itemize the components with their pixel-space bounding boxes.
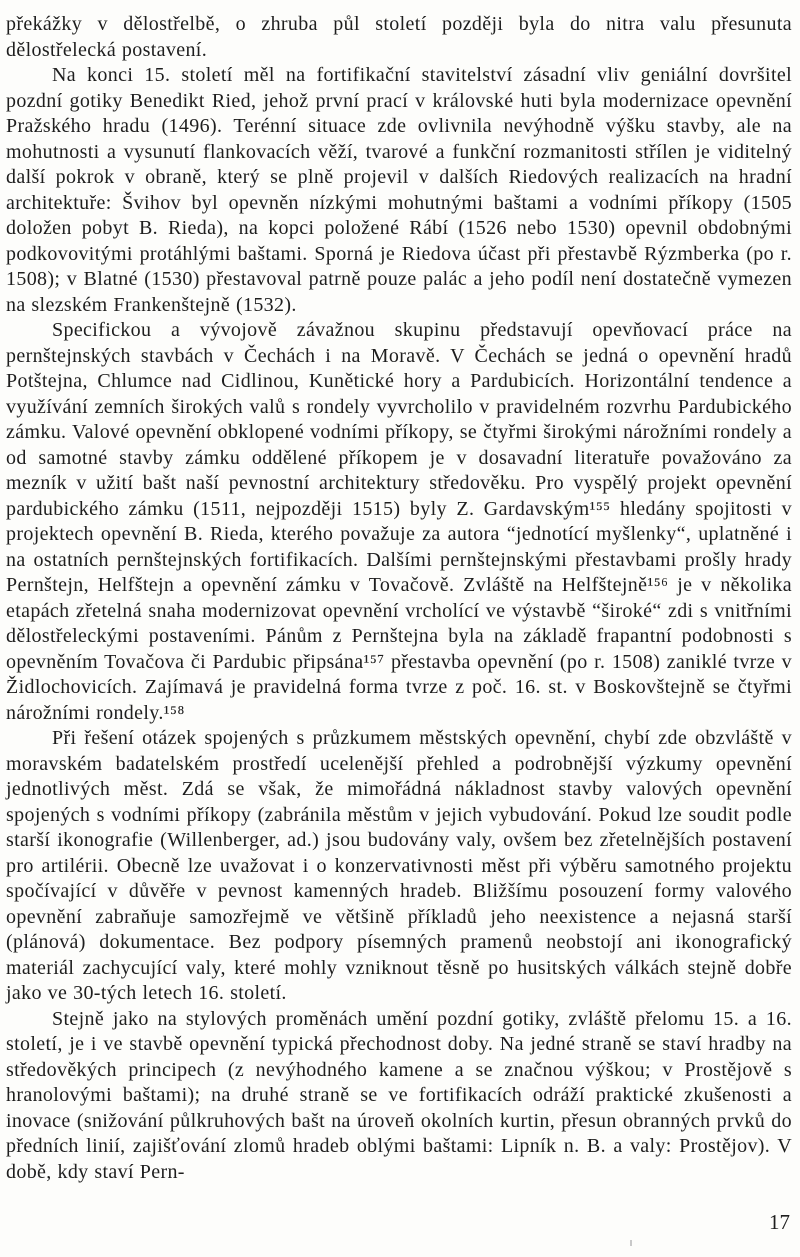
paragraph-2: Na konci 15. století měl na fortifikační stavitelství zásadní vliv geniální dovršitel pozdní gotiky Benedikt Ried, jehož první prací v královské huti byla modernizace opevnění Pražského hradu (1496). Terénní situace zde ovlivnila nevýhodně výšku stavby, ale na mohutnosti a vysunutí flankovacích věží, tvarové a funkční rozmanitosti střílen je viditelný další pokrok v obraně, který se plně projevil v dalších Riedových realizacích na hradní architektuře: Švihov byl opevněn nízkými mohutnými baštami a vodními příkopy (1505 doložen pobyt B. Rieda), na kopci položené Rábí (1526 nebo 1530) opevnil obdobnými podkovovitými protáhlými baštami. Sporná je Riedova účast při přestavbě Rýzmberka (po r. 1508); v Blatné (1530) přestavoval patrně pouze palác a jeho podíl není dostatečně vymezen na slezském Frankenštejně (1532). xyxy=(6,64,792,316)
body-text xyxy=(6,12,792,1185)
page-number: 17 xyxy=(769,1210,790,1234)
paragraph-5: Stejně jako na stylových proměnách umění pozdní gotiky, zvláště přelomu 15. a 16. století, je i ve stavbě opevnění typická přechodnost doby. Na jedné straně se staví hradby na středověkých principech (z nevýhodného kamene a se značnou výškou; v Prostějově s hranolovými baštami); na druhé straně se ve fortifikacích odráží praktické zkušenosti a inovace (snižování půlkruhových bašt na úroveň okolních kurtin, přesun obranných prvků do předních linií, zajišťování zlomů hradeb oblými baštami: Lipník n. B. a valy: Prostějov). V době, kdy staví Pern- xyxy=(6,1007,792,1183)
paragraph-3: Specifickou a vývojově závažnou skupinu představují opevňovací práce na pernštejnských stavbách v Čechách i na Moravě. V Čechách se jedná o opevnění hradů Potštejna, Chlumce nad Cidlinou, Kunětické hory a Pardubicích. Horizontální tendence a využívání zemních širokých valů s rondely vyvrcholilo v pravidelném rozvrhu Pardubického zámku. Valové opevnění obklopené vodními příkopy, se čtyřmi širokými nárožními rondely a od samotné stavby zámku oddělené příkopem je v dosavadní literatuře považováno za mezník v užití bašt naší pevnostní architektury středověku. Pro vyspělý projekt opevnění pardubického zámku (1511, nejpozději 1515) byly Z. Gardavským¹⁵⁵ hledány spojitosti v projektech opevnění B. Rieda, kterého považuje za autora “jednotící myšlenky“, uplatněné i na ostatních pernštejnských fortifikacích. Dalšími pernštejnskými přestavbami prošly hrady Pernštejn, Helfštejn a opevnění zámku v Tovačově. Zvláště na Helfštejně¹⁵⁶ je v několika etapách zřetelná snaha modernizovat opevnění vrcholící ve výstavbě “široké“ zdi s vnitřními dělostřeleckými postaveními. Pánům z Pernštejna byla na základě frapantní podobnosti s opevněním Tovačova či Pardubic připsána¹⁵⁷ přestavba opevnění (po r. 1508) zaniklé tvrze v Židlochovicích. Zajímavá je pravidelná forma tvrze z poč. 16. st. v Boskovštejně se čtyřmi nárožními rondely.¹⁵⁸ xyxy=(6,319,792,724)
scan-mark xyxy=(630,1240,632,1246)
paragraph-1: překážky v dělostřelbě, o zhruba půl století později byla do nitra valu přesunuta dělostřelecká postavení. xyxy=(6,13,792,61)
paragraph-4: Při řešení otázek spojených s průzkumem městských opevnění, chybí zde obzvláště v moravském badatelském prostředí ucelenější přehled a podrobnější výzkumy opevnění jednotlivých měst. Zdá se však, že mimořádná nákladnost stavby valových opevnění spojených s vodními příkopy (zabránila městům v jejich vybudování. Pokud lze soudit podle starší ikonografie (Willenberger, ad.) jsou budovány valy, ovšem bez zřetelnějších postavení pro artilérii. Obecně lze uvažovat i o konzervativnosti měst při výběru samotného projektu spočívající v důvěře v pevnost kamenných hradeb. Bližšímu posouzení formy valového opevnění zabraňuje samozřejmě ve většině příkladů jeho neexistence a nejasná starší (plánová) dokumentace. Bez podpory písemných pramenů neobstojí ani ikonografický materiál zachycující valy, které mohly vzniknout těsně po husitských válkách stejně dobře jako ve 30-tých letech 16. století. xyxy=(6,727,792,1004)
